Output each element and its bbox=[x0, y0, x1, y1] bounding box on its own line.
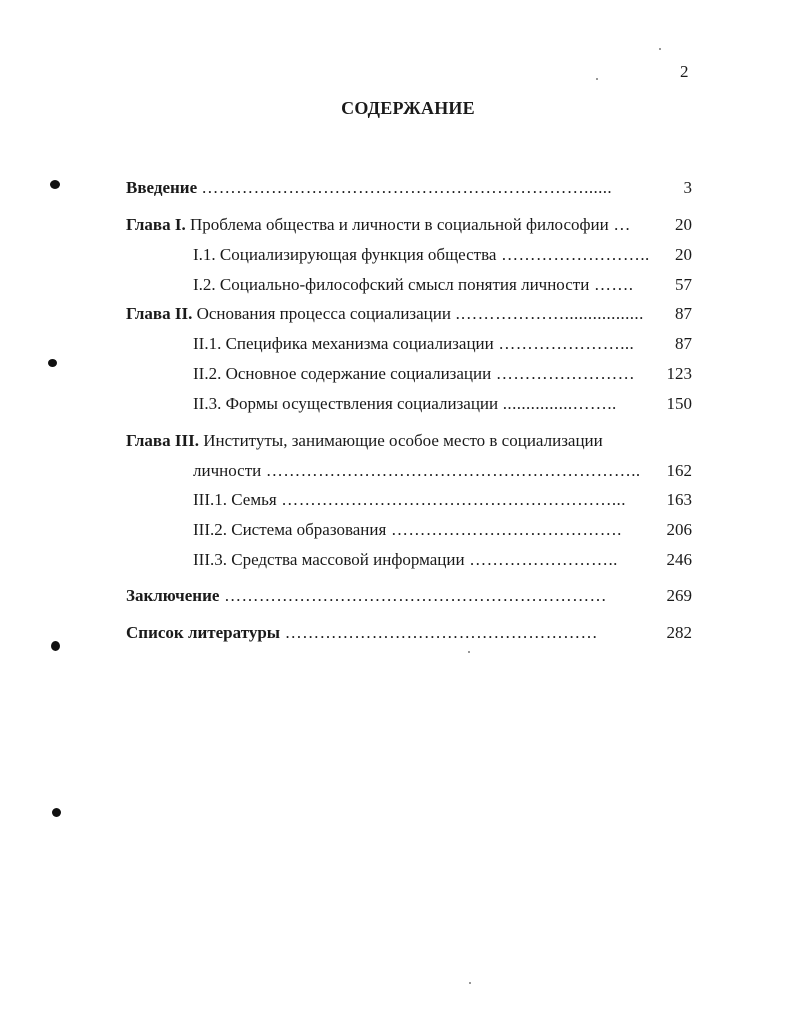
toc-leader-dots: …………………….. bbox=[464, 550, 618, 569]
toc-page-number: 87 bbox=[675, 304, 692, 323]
toc-page-number: 123 bbox=[666, 364, 692, 383]
toc-page-number: 87 bbox=[675, 334, 692, 353]
toc-entry-text: I.2. Социально-философский смысл понятия личности bbox=[193, 275, 590, 294]
toc-entry-text: Проблема общества и личности в социальной философии bbox=[189, 215, 609, 234]
toc-entry-label: Заключение bbox=[126, 586, 220, 605]
toc-leader-dots: …………………….. bbox=[496, 245, 650, 264]
toc-entry-label: Глава II. bbox=[126, 304, 193, 323]
scan-hole-mark bbox=[52, 808, 61, 817]
toc-entry-label: Список литературы bbox=[126, 623, 281, 642]
toc-leader-dots: ...............…….. bbox=[498, 394, 617, 413]
toc-entry-text: I.1. Социализирующая функция общества bbox=[193, 245, 497, 264]
toc-entry bbox=[126, 430, 603, 452]
toc-leader-dots: .………………................. bbox=[450, 304, 644, 323]
toc-leader-dots: ……………………………………………… bbox=[280, 623, 598, 642]
toc-leader-dots: …………………… bbox=[491, 364, 636, 383]
page-number: 2 bbox=[680, 62, 689, 81]
toc-page-number: 150 bbox=[666, 394, 692, 413]
toc-entry bbox=[126, 622, 598, 644]
toc-entry bbox=[193, 519, 622, 541]
toc-entry bbox=[193, 489, 626, 511]
toc-entry-text: II.1. Специфика механизма социализации bbox=[193, 334, 494, 353]
scan-speck bbox=[469, 982, 471, 984]
toc-entry bbox=[126, 214, 631, 236]
toc-page-number: 3 bbox=[683, 178, 692, 197]
toc-page-number: 20 bbox=[675, 245, 692, 264]
scan-speck bbox=[468, 651, 470, 653]
toc-leader-dots: ……. bbox=[589, 275, 634, 294]
toc-page-number: 163 bbox=[666, 490, 692, 509]
scan-hole-mark bbox=[48, 359, 57, 367]
toc-entry bbox=[193, 244, 650, 266]
toc-entry-text: II.3. Формы осуществления социализации bbox=[193, 394, 499, 413]
toc-page-number: 206 bbox=[666, 520, 692, 539]
toc-page-number: 162 bbox=[666, 461, 692, 480]
toc-leader-dots: ……………………………………………………….. bbox=[261, 461, 641, 480]
toc-entry-text: личности bbox=[193, 461, 262, 480]
toc-entry bbox=[193, 460, 641, 482]
toc-entry bbox=[126, 177, 612, 199]
toc-page-number: 246 bbox=[666, 550, 692, 569]
toc-entry bbox=[126, 585, 607, 607]
toc-entry-text: III.2. Система образования bbox=[193, 520, 387, 539]
toc-leader-dots: ………………………………………………………… bbox=[219, 586, 607, 605]
toc-entry-text: III.1. Семья bbox=[193, 490, 277, 509]
toc-leader-dots: …………………... bbox=[493, 334, 635, 353]
toc-page-number: 269 bbox=[666, 586, 692, 605]
toc-entry bbox=[193, 549, 618, 571]
toc-entry bbox=[193, 333, 634, 355]
toc-leader-dots: …………………………………. bbox=[386, 520, 622, 539]
toc-leader-dots: … bbox=[608, 215, 631, 234]
page-title: СОДЕРЖАНИЕ bbox=[341, 98, 475, 118]
toc-entry bbox=[193, 274, 633, 296]
toc-page-number: 20 bbox=[675, 215, 692, 234]
toc-entry-text: Основания процесса социализации bbox=[196, 304, 451, 323]
toc-page-number: 57 bbox=[675, 275, 692, 294]
toc-entry-text: II.2. Основное содержание социализации bbox=[193, 364, 492, 383]
toc-leader-dots: …………………………………………………………...... bbox=[201, 178, 613, 197]
toc-entry bbox=[126, 303, 644, 325]
toc-page-number: 282 bbox=[666, 623, 692, 642]
toc-entry bbox=[193, 363, 635, 385]
toc-entry-label: Введение bbox=[126, 178, 198, 197]
toc-entry-text: Институты, занимающие особое место в социализации bbox=[203, 431, 603, 450]
toc-leader-dots: …………………………………………………... bbox=[276, 490, 626, 509]
scan-hole-mark bbox=[50, 180, 60, 189]
toc-entry-text: III.3. Средства массовой информации bbox=[193, 550, 465, 569]
toc-entry-label: Глава I. bbox=[126, 215, 186, 234]
scan-speck bbox=[596, 78, 598, 80]
scan-hole-mark bbox=[51, 641, 60, 651]
scan-speck bbox=[659, 48, 661, 50]
toc-entry-label: Глава III. bbox=[126, 431, 199, 450]
toc-entry bbox=[193, 393, 617, 415]
